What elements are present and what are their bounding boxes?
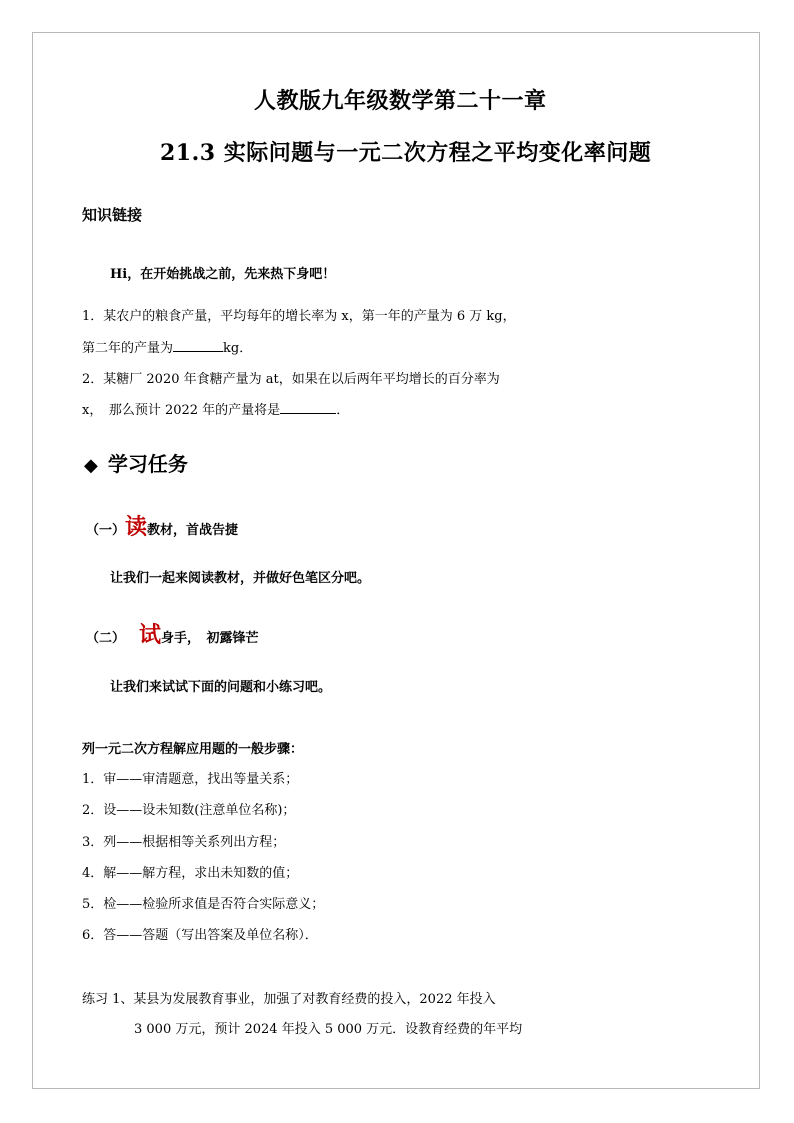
question-1-line-2: [82, 337, 252, 356]
part-2-prefix: （二）: [86, 631, 126, 646]
step-5: 5．检——检验所求值是否符合实际意义；: [82, 897, 325, 912]
part-1-description: 让我们一起来阅读教材，并做好色笔区分吧。: [110, 571, 371, 586]
answer-blank-2[interactable]: [280, 399, 336, 414]
step-2: 2．设——设未知数(注意单位名称)；: [82, 803, 296, 818]
part-1-prefix: （一）: [86, 523, 126, 538]
tasks-heading: 学习任务: [107, 452, 188, 476]
part-2-heading: [86, 618, 259, 649]
diamond-bullet-icon: ◆: [84, 455, 98, 476]
question-2-text: x， 那么预计 2022 年的产量将是: [82, 403, 281, 418]
part-2-keyword: 试: [139, 622, 162, 648]
document-subtitle: 21.3 实际问题与一元二次方程之平均变化率问题: [160, 140, 652, 166]
part-2-description: 让我们来试试下面的问题和小练习吧。: [110, 680, 332, 695]
step-4: 4．解——解方程，求出未知数的值；: [82, 866, 299, 881]
step-6: 6．答——答题（写出答案及单位名称）．: [82, 928, 318, 943]
knowledge-heading: 知识链接: [82, 206, 143, 224]
document-title: 人教版九年级数学第二十一章: [254, 88, 547, 114]
question-2-line-1: 2．某糖厂 2020 年食糖产量为 at，如果在以后两年平均增长的百分率为: [82, 372, 500, 387]
steps-heading: 列一元二次方程解应用题的一般步骤：: [82, 742, 304, 757]
question-1-text: 第二年的产量为: [82, 341, 174, 356]
question-1-unit: kg．: [223, 341, 253, 356]
exercise-1-line-1: 练习 1、某县为发展教育事业，加强了对教育经费的投入，2022 年投入: [82, 992, 496, 1007]
part-1-title: 教材，首战告捷: [147, 523, 239, 538]
question-2-line-2: [82, 399, 349, 418]
exercise-1-line-2: 3 000 万元，预计 2024 年投入 5 000 万元．设教育经费的年平均: [134, 1022, 523, 1037]
part-2-title: 身手， 初露锋芒: [161, 631, 259, 646]
question-2-end: ．: [336, 403, 350, 418]
tasks-heading-row: [84, 448, 188, 477]
part-1-keyword: 读: [125, 514, 148, 540]
step-3: 3．列——根据相等关系列出方程；: [82, 835, 286, 850]
warmup-intro: Hi，在开始挑战之前，先来热下身吧！: [110, 267, 336, 282]
answer-blank-1[interactable]: [173, 337, 223, 352]
step-1: 1．审——审清题意，找出等量关系；: [82, 772, 299, 787]
part-1-heading: [86, 510, 238, 541]
question-1-line-1: 1．某农户的粮食产量，平均每年的增长率为 x，第一年的产量为 6 万 kg，: [82, 309, 516, 324]
